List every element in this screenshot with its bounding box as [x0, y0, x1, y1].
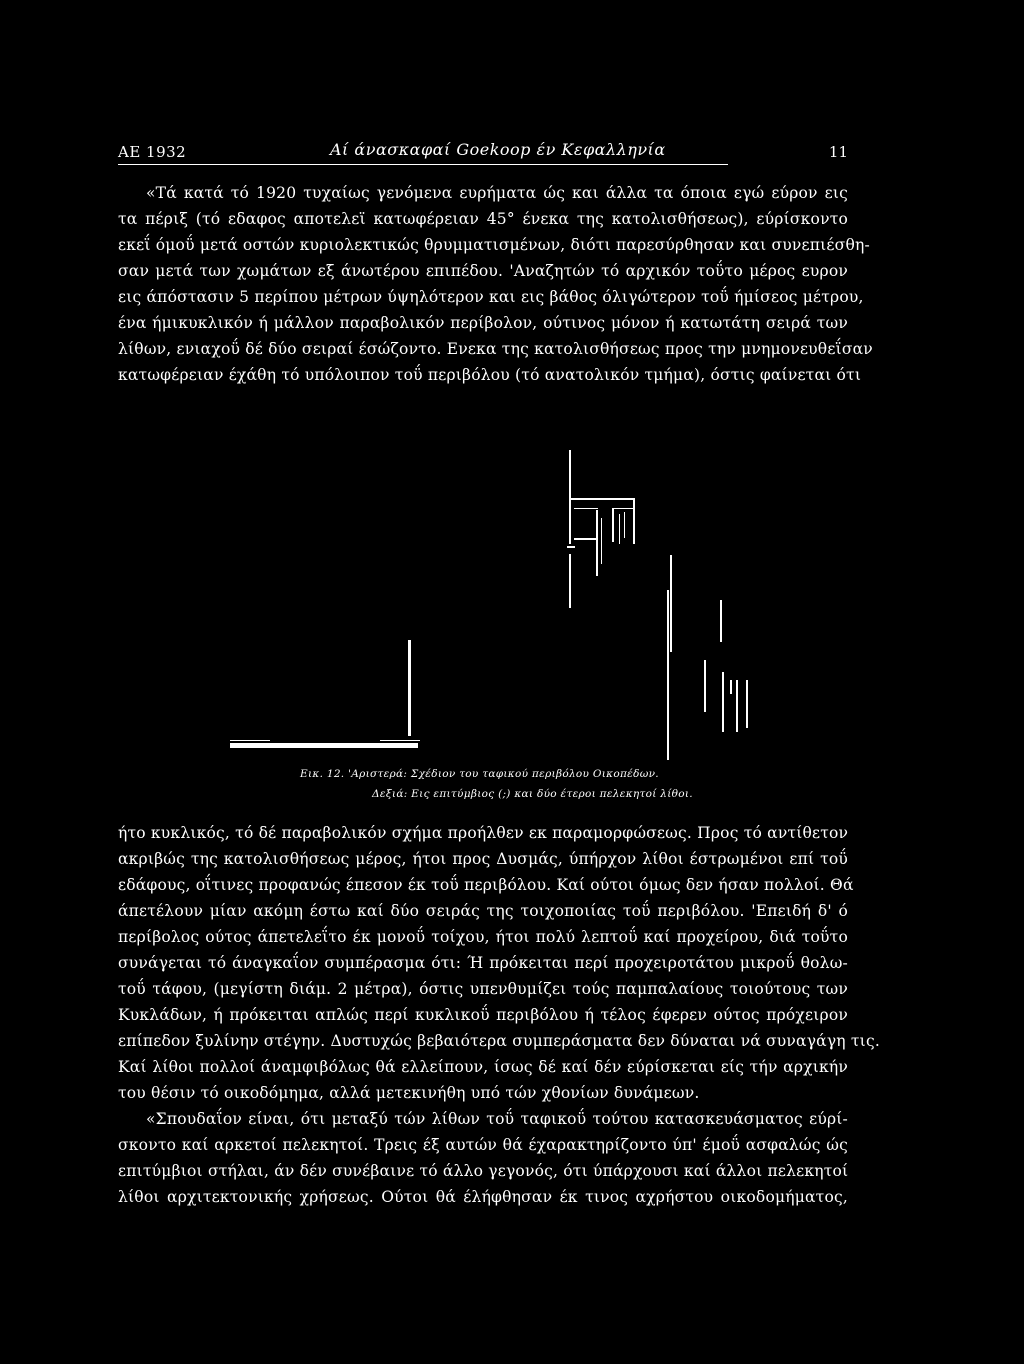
stele-outline — [612, 508, 614, 542]
ground-line — [230, 743, 418, 748]
paragraph-3 — [118, 1106, 848, 1210]
stele-outline — [567, 546, 575, 548]
text-line: λίθων, ενιαχοΰ δέ δύο σειραί έσώζοντο. Ενεκα της κατολισθήσεως προς την μνημονευθεΐσαν — [118, 340, 873, 358]
text-line: επιτύμβιοι στήλαι, άν δέν συνέβαινε τό άλλο γεγονός, ότι ύπάρχουσι καί άλλοι πελεκητοί — [118, 1162, 849, 1180]
text-line: ένα ήμικυκλικόν ή μάλλον παραβολικόν περίβολον, ούτινος μόνον ή κατωτάτη σειρά των — [118, 314, 848, 332]
figure-caption-line-1: Εικ. 12. 'Αριστερά: Σχέδιον του ταφικού περιβόλου Οικοπέδων. — [300, 768, 659, 780]
text-line: σκοντο καί αρκετοί πελεκητοί. Τρεις έξ αυτών θά έχαρακτηρίζοντο ύπ' έμοΰ ασφαλώς ώς — [118, 1136, 848, 1154]
stone-outline — [720, 600, 722, 642]
stele-outline — [574, 538, 598, 540]
figure-12-drawing — [230, 450, 770, 760]
stele-outline — [569, 554, 571, 608]
text-line: του θέσιν τό οικοδόμημα, αλλά μετεκινήθη υπό τών χθονίων δυνάμεων. — [118, 1084, 700, 1102]
stele-outline — [574, 508, 598, 509]
text-line: επίπεδον ξυλίνην στέγην. Δυστυχώς βεβαιότερα συμπεράσματα δεν δύναται νά συναγάγη τις. — [118, 1032, 880, 1050]
stone-outline — [670, 555, 672, 652]
enclosure-wall-line — [408, 640, 411, 736]
text-line: λίθοι αρχιτεκτονικής χρήσεως. Ούτοι θά έλήφθησαν έκ τινος αχρήστου οικοδομήματος, — [118, 1188, 848, 1206]
text-line: εκεΐ όμοΰ μετά οστών κυριολεκτικώς θρυμματισμένων, διότι παρεσύρθησαν και συνεπιέσθη- — [118, 236, 870, 254]
text-line: «Τά κατά τό 1920 τυχαίως γενόμενα ευρήματα ώς και άλλα τα όποια εγώ εύρον εις — [146, 184, 848, 202]
text-line: Καί λίθοι πολλοί άναμφιβόλως θά ελλείπουν, ίσως δέ καί δέν εύρίσκεται είς τήν αρχικήν — [118, 1058, 848, 1076]
stele-outline — [612, 508, 634, 509]
stone-outline — [722, 672, 724, 732]
text-line: συνάγεται τό άναγκαΐον συμπέρασμα ότι: Ή πρόκειται περί προχειροτάτου μικροΰ θολω- — [118, 954, 848, 972]
stele-outline — [569, 450, 571, 544]
header-rule — [118, 164, 728, 165]
text-line: τοΰ τάφου, (μεγίστη διάμ. 2 μέτρα), όστις υπενθυμίζει τούς παμπαλαίους τοιούτους των — [118, 980, 848, 998]
ground-line-thin — [230, 740, 270, 741]
stele-outline — [570, 498, 635, 500]
stele-outline — [619, 514, 620, 544]
text-line: άπετέλουν μίαν ακόμη έστω καί δύο σειράς της τοιχοποιίας τοΰ περιβόλου. 'Επειδή δ' ό — [118, 902, 848, 920]
stone-outline — [736, 680, 738, 732]
running-header — [118, 140, 848, 164]
journal-label: ΑΕ 1932 — [118, 143, 187, 161]
ground-line-thin — [380, 740, 420, 741]
stone-outline — [730, 680, 732, 694]
stele-outline — [601, 518, 602, 564]
stone-outline — [667, 590, 669, 760]
text-line: εδάφους, οΐτινες προφανώς έπεσον έκ τοΰ περιβόλου. Καί ούτοι όμως δεν ήσαν πολλοί. Θά — [118, 876, 854, 894]
paragraph-1 — [118, 180, 873, 388]
stele-outline — [624, 512, 625, 538]
text-line: σαν μετά των χωμάτων εξ άνωτέρου επιπέδου. 'Αναζητών τό αρχικόν τοΰτο μέρος ευρον — [118, 262, 848, 280]
stone-outline — [746, 680, 748, 728]
text-line: Κυκλάδων, ή πρόκειται απλώς περί κυκλικοΰ περιβόλου ή τέλος έφερεν ούτος πρόχειρον — [118, 1006, 848, 1024]
stone-outline — [704, 660, 706, 712]
text-line: περίβολος ούτος άπετελεΐτο έκ μονοΰ τοίχου, ήτοι πολύ λεπτοΰ καί προχείρου, διά τοΰτο — [118, 928, 848, 946]
text-line: ήτο κυκλικός, τό δέ παραβολικόν σχήμα προήλθεν εκ παραμορφώσεως. Προς τό αντίθετον — [118, 824, 849, 842]
stele-outline — [596, 510, 598, 576]
text-line: τα πέριξ (τό εδαφος αποτελεϊ κατωφέρειαν 45° ένεκα της κατολισθήσεως), εύρίσκοντο — [118, 210, 848, 228]
text-line: εις άπόστασιν 5 περίπου μέτρων ύψηλότερον και εις βάθος όλιγώτερον τοΰ ήμίσεος μέτρου, — [118, 288, 864, 306]
text-line: κατωφέρειαν έχάθη τό υπόλοιπον τοΰ περιβόλου (τό ανατολικόν τμήμα), όστις φαίνεται ότι — [118, 366, 862, 384]
figure-svg — [230, 450, 770, 760]
stele-outline — [633, 498, 635, 544]
text-line: «Σπουδαΐον είναι, ότι μεταξύ τών λίθων τοΰ ταφικοΰ τούτου κατασκευάσματος εύρί- — [146, 1110, 848, 1128]
paragraph-2 — [118, 820, 880, 1106]
running-title: Αί άνασκαφαί Goekoop έν Κεφαλληνία — [330, 140, 666, 159]
text-line: ακριβώς της κατολισθήσεως μέρος, ήτοι προς Δυσμάς, ύπήρχον λίθοι έστρωμένοι επί τοΰ — [118, 850, 848, 868]
page-number: 11 — [828, 143, 848, 161]
figure-caption-line-2: Δεξιά: Εις επιτύμβιος (;) και δύο έτεροι πελεκητοί λίθοι. — [372, 788, 693, 800]
